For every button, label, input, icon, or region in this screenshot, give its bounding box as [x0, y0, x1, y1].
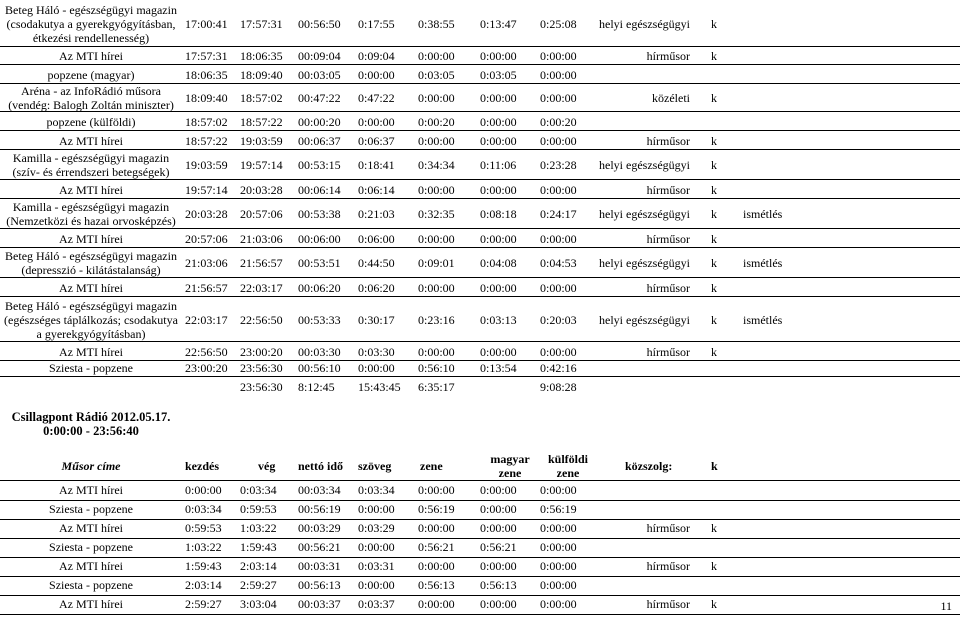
- cell-end: 1:59:43: [240, 540, 277, 554]
- cell-hu: 0:04:08: [480, 256, 517, 270]
- table-row: [0, 132, 960, 149]
- cell-foreign: 0:00:00: [540, 483, 577, 497]
- table-row: [0, 85, 960, 111]
- cell-hu: 0:00:00: [480, 521, 517, 535]
- cell-music: 0:56:10: [418, 361, 455, 375]
- program-title-line: Beteg Háló - egészségügyi magazin: [5, 249, 177, 263]
- header-genre: közszolg:: [625, 459, 673, 473]
- cell-end: 21:03:06: [240, 232, 283, 246]
- cell-net: 00:53:51: [298, 256, 341, 270]
- cell-foreign: 0:00:20: [540, 115, 577, 129]
- cell-k: k: [711, 597, 717, 611]
- cell-genre: helyi egészségügyi: [599, 17, 690, 31]
- cell-hu: 0:03:13: [480, 313, 517, 327]
- cell-start: 18:57:22: [185, 134, 228, 148]
- cell-end: 18:57:02: [240, 91, 283, 105]
- cell-text: 0:00:00: [358, 502, 395, 516]
- program-title: [0, 84, 191, 112]
- cell-text: 0:03:37: [358, 597, 395, 611]
- table-row: [0, 279, 960, 296]
- cell-genre: hírműsor: [646, 183, 690, 197]
- cell-start: 17:57:31: [185, 49, 228, 63]
- cell-note: ismétlés: [743, 256, 783, 270]
- program-title-line: (csodakutya a gyerekgyógyításban,: [6, 17, 176, 31]
- program-title-line: (depresszió - kilátástalanság): [21, 263, 161, 277]
- header-hu: [480, 452, 540, 480]
- program-title: [0, 281, 191, 295]
- cell-genre: hírműsor: [646, 134, 690, 148]
- cell-text: 0:17:55: [358, 17, 395, 31]
- program-title: Sziesta - popzene: [49, 540, 133, 554]
- cell-start: 18:09:40: [185, 91, 228, 105]
- cell-hu: 0:00:00: [480, 134, 517, 148]
- row-divider: [0, 149, 960, 150]
- cell-hu: 0:00:00: [480, 502, 517, 516]
- cell-hu: 0:00:00: [480, 483, 517, 497]
- cell-text: 0:00:00: [358, 115, 395, 129]
- program-title-line: Az MTI hírei: [59, 183, 123, 197]
- cell-genre: hírműsor: [646, 232, 690, 246]
- cell-end: 19:03:59: [240, 134, 283, 148]
- cell-net: 00:56:10: [298, 361, 341, 375]
- cell-music: 0:56:19: [418, 502, 455, 516]
- cell-net: 00:00:20: [298, 115, 341, 129]
- cell-music: 0:03:05: [418, 68, 455, 82]
- cell-end: 20:57:06: [240, 207, 283, 221]
- cell-text: 0:00:00: [358, 578, 395, 592]
- table-row: [0, 520, 960, 537]
- cell-k: k: [711, 91, 717, 105]
- cell-foreign: 0:00:00: [540, 232, 577, 246]
- cell-start: 19:57:14: [185, 183, 228, 197]
- table-row: [0, 343, 960, 360]
- cell-end: 2:03:14: [240, 559, 277, 573]
- cell-genre: hírműsor: [646, 559, 690, 573]
- cell-k: k: [711, 521, 717, 535]
- cell-genre: hírműsor: [646, 281, 690, 295]
- cell-net: 00:03:34: [298, 483, 341, 497]
- cell-foreign: 0:20:03: [540, 313, 577, 327]
- row-divider: [0, 277, 960, 278]
- cell-net: 00:09:04: [298, 49, 341, 63]
- program-title-line: Az MTI hírei: [59, 345, 123, 359]
- cell-start: 20:57:06: [185, 232, 228, 246]
- cell-start: 22:56:50: [185, 345, 228, 359]
- cell-hu: 0:00:00: [480, 597, 517, 611]
- cell-foreign: 0:00:00: [540, 345, 577, 359]
- cell-music: 0:00:20: [418, 115, 455, 129]
- cell-hu: 0:00:00: [480, 183, 517, 197]
- cell-start: 1:03:22: [185, 540, 222, 554]
- cell-foreign: 0:00:00: [540, 540, 577, 554]
- row-divider: [0, 614, 960, 615]
- cell-genre: hírműsor: [646, 521, 690, 535]
- program-title: [0, 249, 191, 277]
- cell-note: ismétlés: [743, 207, 783, 221]
- cell-k: k: [711, 207, 717, 221]
- program-title-line: (szív- és érrendszeri betegségek): [12, 165, 170, 179]
- program-title: Az MTI hírei: [59, 559, 123, 573]
- header-end: vég: [258, 459, 276, 473]
- table-row: [0, 249, 960, 277]
- cell-genre: hírműsor: [646, 345, 690, 359]
- header-music: zene: [420, 459, 443, 473]
- program-title-line: Az MTI hírei: [59, 134, 123, 148]
- cell-music: 0:56:21: [418, 540, 455, 554]
- cell-hu: 0:56:21: [480, 540, 517, 554]
- program-title: Az MTI hírei: [59, 521, 123, 535]
- cell-music: 0:23:16: [418, 313, 455, 327]
- cell-end: 18:57:22: [240, 115, 283, 129]
- cell-k: k: [711, 559, 717, 573]
- cell-end: 22:03:17: [240, 281, 283, 295]
- program-title-line: popzene (külföldi): [46, 115, 136, 129]
- cell-k: k: [711, 281, 717, 295]
- cell-k: k: [711, 345, 717, 359]
- cell-end: 18:09:40: [240, 68, 283, 82]
- cell-end: 3:03:04: [240, 597, 277, 611]
- cell-foreign: 0:00:00: [540, 183, 577, 197]
- total-text: 15:43:45: [358, 380, 401, 394]
- header-foreign: [538, 452, 598, 480]
- cell-net: 00:56:13: [298, 578, 341, 592]
- cell-music: 0:56:13: [418, 578, 455, 592]
- cell-hu: 0:00:00: [480, 49, 517, 63]
- cell-start: 19:03:59: [185, 158, 228, 172]
- cell-k: k: [711, 256, 717, 270]
- cell-start: 2:59:27: [185, 597, 222, 611]
- cell-foreign: 0:00:00: [540, 521, 577, 535]
- cell-foreign: 0:25:08: [540, 17, 577, 31]
- row-divider: [0, 376, 960, 377]
- cell-hu: 0:08:18: [480, 207, 517, 221]
- cell-foreign: 0:00:00: [540, 597, 577, 611]
- cell-net: 00:06:20: [298, 281, 341, 295]
- cell-foreign: 0:00:00: [540, 281, 577, 295]
- table-row: [0, 501, 960, 518]
- cell-genre: hírműsor: [646, 597, 690, 611]
- row-divider: [0, 341, 960, 342]
- row-divider: [0, 198, 960, 199]
- cell-text: 0:03:30: [358, 345, 395, 359]
- program-title-line: étkezési rendellenesség): [32, 31, 150, 45]
- cell-text: 0:09:04: [358, 49, 395, 63]
- cell-foreign: 0:23:28: [540, 158, 577, 172]
- header-program: Műsor címe: [61, 459, 121, 473]
- cell-k: k: [711, 134, 717, 148]
- cell-music: 0:38:55: [418, 17, 455, 31]
- program-title-line: Beteg Háló - egészségügyi magazin: [5, 299, 177, 313]
- cell-net: 00:06:37: [298, 134, 341, 148]
- total-end: 23:56:30: [240, 380, 283, 394]
- cell-hu: 0:00:00: [480, 91, 517, 105]
- cell-end: 19:57:14: [240, 158, 283, 172]
- program-title: [0, 3, 191, 45]
- cell-text: 0:44:50: [358, 256, 395, 270]
- cell-net: 00:56:19: [298, 502, 341, 516]
- table-row: [0, 47, 960, 64]
- cell-k: k: [711, 17, 717, 31]
- total-net: 8:12:45: [298, 380, 335, 394]
- cell-music: 0:09:01: [418, 256, 455, 270]
- cell-text: 0:03:34: [358, 483, 395, 497]
- cell-note: ismétlés: [743, 313, 783, 327]
- header-k: k: [711, 459, 718, 473]
- cell-hu: 0:56:13: [480, 578, 517, 592]
- cell-k: k: [711, 313, 717, 327]
- cell-genre: helyi egészségügyi: [599, 207, 690, 221]
- program-title-line: a gyerekgyógyításban): [36, 327, 146, 341]
- cell-music: 0:00:00: [418, 559, 455, 573]
- cell-k: k: [711, 158, 717, 172]
- cell-end: 1:03:22: [240, 521, 277, 535]
- row-divider: [0, 111, 960, 112]
- cell-foreign: 0:42:16: [540, 361, 577, 375]
- totals-row: [0, 379, 960, 396]
- cell-net: 00:03:29: [298, 521, 341, 535]
- program-title-line: Beteg Háló - egészségügyi magazin: [5, 3, 177, 17]
- cell-hu: 0:00:00: [480, 232, 517, 246]
- cell-start: 18:57:02: [185, 115, 228, 129]
- cell-hu: 0:00:00: [480, 281, 517, 295]
- row-divider: [0, 247, 960, 248]
- cell-k: k: [711, 183, 717, 197]
- header-text: szöveg: [358, 459, 392, 473]
- cell-end: 23:56:30: [240, 361, 283, 375]
- cell-start: 0:03:34: [185, 502, 222, 516]
- table-row: [0, 298, 960, 341]
- cell-text: 0:00:00: [358, 361, 395, 375]
- cell-net: 00:53:38: [298, 207, 341, 221]
- cell-end: 17:57:31: [240, 17, 283, 31]
- program-title: [0, 361, 191, 375]
- program-title-line: (vendég: Balogh Zoltán miniszter): [8, 98, 174, 112]
- cell-text: 0:06:20: [358, 281, 395, 295]
- cell-hu: 0:13:47: [480, 17, 517, 31]
- cell-net: 00:03:05: [298, 68, 341, 82]
- cell-start: 23:00:20: [185, 361, 228, 375]
- total-music: 6:35:17: [418, 380, 455, 394]
- table-row: [0, 2, 960, 46]
- program-title-line: Aréna - az InfoRádió műsora: [21, 84, 161, 98]
- total-hu: 9:08:28: [540, 380, 577, 394]
- cell-start: 18:06:35: [185, 68, 228, 82]
- cell-net: 00:03:31: [298, 559, 341, 573]
- program-title-line: (egészséges táplálkozás; csodakutya: [4, 313, 178, 327]
- cell-text: 0:47:22: [358, 91, 395, 105]
- cell-foreign: 0:00:00: [540, 559, 577, 573]
- cell-music: 0:00:00: [418, 345, 455, 359]
- cell-net: 00:53:33: [298, 313, 341, 327]
- cell-foreign: 0:00:00: [540, 134, 577, 148]
- header-net: nettó idő: [298, 459, 343, 473]
- header-foreign-line: zene: [556, 466, 580, 480]
- program-title: Sziesta - popzene: [49, 502, 133, 516]
- cell-text: 0:30:17: [358, 313, 395, 327]
- program-title: Az MTI hírei: [59, 483, 123, 497]
- cell-foreign: 0:04:53: [540, 256, 577, 270]
- cell-start: 21:03:06: [185, 256, 228, 270]
- cell-net: 00:47:22: [298, 91, 341, 105]
- cell-music: 0:00:00: [418, 281, 455, 295]
- table-row: [0, 577, 960, 594]
- cell-foreign: 0:56:19: [540, 502, 577, 516]
- table-row: [0, 482, 960, 499]
- header-hu-line: magyar: [490, 452, 530, 466]
- cell-music: 0:00:00: [418, 134, 455, 148]
- cell-hu: 0:00:00: [480, 345, 517, 359]
- section-title: Csillagpont Rádió 2012.05.17.: [11, 410, 171, 424]
- cell-k: k: [711, 49, 717, 63]
- row-divider: [0, 228, 960, 229]
- cell-net: 00:56:21: [298, 540, 341, 554]
- cell-hu: 0:00:00: [480, 115, 517, 129]
- header-start: kezdés: [185, 459, 219, 473]
- table-row: [0, 558, 960, 575]
- cell-text: 0:06:14: [358, 183, 395, 197]
- program-title-line: Sziesta - popzene: [49, 361, 133, 375]
- program-title: [0, 200, 191, 228]
- table-row: [0, 596, 960, 613]
- cell-genre: közéleti: [652, 91, 690, 105]
- program-title: Sziesta - popzene: [49, 578, 133, 592]
- header-hu-line: zene: [498, 466, 522, 480]
- table-row: [0, 360, 960, 376]
- cell-start: 22:03:17: [185, 313, 228, 327]
- program-title-line: Az MTI hírei: [59, 232, 123, 246]
- cell-text: 0:00:00: [358, 68, 395, 82]
- cell-start: 0:59:53: [185, 521, 222, 535]
- program-title-line: popzene (magyar): [47, 68, 135, 82]
- cell-net: 00:03:37: [298, 597, 341, 611]
- table-row: [0, 230, 960, 247]
- program-title: [0, 68, 191, 82]
- program-title-line: Az MTI hírei: [59, 281, 123, 295]
- table-row: [0, 113, 960, 130]
- cell-music: 0:00:00: [418, 232, 455, 246]
- program-title-line: Kamilla - egészségügyi magazin: [12, 200, 170, 214]
- cell-foreign: 0:00:00: [540, 578, 577, 592]
- cell-k: k: [711, 232, 717, 246]
- cell-start: 20:03:28: [185, 207, 228, 221]
- cell-hu: 0:03:05: [480, 68, 517, 82]
- program-title: Az MTI hírei: [59, 597, 123, 611]
- cell-end: 0:03:34: [240, 483, 277, 497]
- cell-end: 18:06:35: [240, 49, 283, 63]
- cell-music: 0:00:00: [418, 597, 455, 611]
- cell-start: 21:56:57: [185, 281, 228, 295]
- cell-hu: 0:00:00: [480, 559, 517, 573]
- program-title: [0, 115, 191, 129]
- cell-start: 1:59:43: [185, 559, 222, 573]
- cell-text: 0:06:37: [358, 134, 395, 148]
- table-row: [0, 539, 960, 556]
- cell-start: 2:03:14: [185, 578, 222, 592]
- cell-music: 0:00:00: [418, 49, 455, 63]
- row-divider: [0, 179, 960, 180]
- header-foreign-line: külföldi: [547, 452, 589, 466]
- cell-hu: 0:13:54: [480, 361, 517, 375]
- program-title: [0, 134, 191, 148]
- program-title-line: Kamilla - egészségügyi magazin: [12, 151, 170, 165]
- table-row: [0, 66, 960, 83]
- cell-text: 0:00:00: [358, 540, 395, 554]
- cell-end: 0:59:53: [240, 502, 277, 516]
- cell-text: 0:03:31: [358, 559, 395, 573]
- cell-net: 00:06:14: [298, 183, 341, 197]
- table-header: [0, 452, 960, 480]
- cell-start: 0:00:00: [185, 483, 222, 497]
- cell-foreign: 0:00:00: [540, 91, 577, 105]
- row-divider: [0, 130, 960, 131]
- cell-music: 0:00:00: [418, 183, 455, 197]
- program-title: [0, 183, 191, 197]
- cell-music: 0:34:34: [418, 158, 455, 172]
- program-title-line: Az MTI hírei: [59, 49, 123, 63]
- cell-end: 2:59:27: [240, 578, 277, 592]
- cell-foreign: 0:00:00: [540, 49, 577, 63]
- cell-start: 17:00:41: [185, 17, 228, 31]
- cell-genre: hírműsor: [646, 49, 690, 63]
- cell-genre: helyi egészségügyi: [599, 313, 690, 327]
- cell-end: 20:03:28: [240, 183, 283, 197]
- row-divider: [0, 480, 960, 481]
- row-divider: [0, 64, 960, 65]
- cell-foreign: 0:24:17: [540, 207, 577, 221]
- cell-text: 0:18:41: [358, 158, 395, 172]
- program-title: [0, 299, 191, 341]
- cell-hu: 0:11:06: [480, 158, 517, 172]
- cell-text: 0:06:00: [358, 232, 395, 246]
- cell-music: 0:32:35: [418, 207, 455, 221]
- cell-genre: helyi egészségügyi: [599, 158, 690, 172]
- section-range: 0:00:00 - 23:56:40: [43, 424, 139, 438]
- program-title: [0, 345, 191, 359]
- program-title: [0, 49, 191, 63]
- cell-net: 00:06:00: [298, 232, 341, 246]
- cell-foreign: 0:00:00: [540, 68, 577, 82]
- cell-text: 0:03:29: [358, 521, 395, 535]
- table-row: [0, 151, 960, 179]
- cell-genre: helyi egészségügyi: [599, 256, 690, 270]
- cell-text: 0:21:03: [358, 207, 395, 221]
- cell-end: 23:00:20: [240, 345, 283, 359]
- cell-end: 22:56:50: [240, 313, 283, 327]
- cell-music: 0:00:00: [418, 521, 455, 535]
- program-title: [0, 151, 191, 179]
- page-number: 11: [940, 599, 952, 613]
- cell-music: 0:00:00: [418, 91, 455, 105]
- table-row: [0, 181, 960, 198]
- cell-music: 0:00:00: [418, 483, 455, 497]
- table-row: [0, 200, 960, 228]
- cell-net: 00:53:15: [298, 158, 341, 172]
- program-title: [0, 232, 191, 246]
- program-title-line: (Nemzetközi és hazai orvosképzés): [6, 214, 176, 228]
- cell-net: 00:56:50: [298, 17, 341, 31]
- cell-end: 21:56:57: [240, 256, 283, 270]
- row-divider: [0, 296, 960, 297]
- cell-net: 00:03:30: [298, 345, 341, 359]
